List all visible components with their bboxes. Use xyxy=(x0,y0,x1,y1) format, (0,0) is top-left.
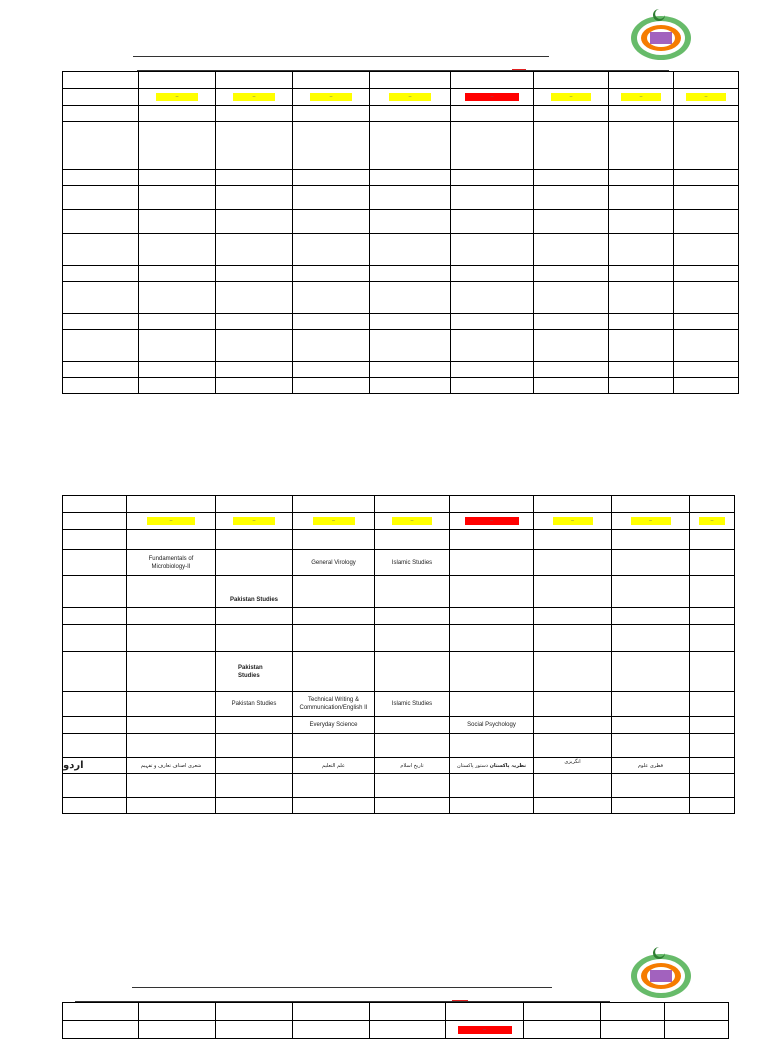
highlight-marker: – xyxy=(233,517,275,525)
table-row xyxy=(63,774,735,798)
table-row xyxy=(63,652,735,692)
header-rule xyxy=(132,987,552,988)
highlight-marker: – xyxy=(551,93,591,101)
course-cell: تاریخ اسلام xyxy=(375,758,450,774)
table-row xyxy=(63,550,735,576)
wreath-icon xyxy=(631,9,691,60)
table-row xyxy=(63,608,735,625)
table-row xyxy=(63,89,739,106)
university-logo xyxy=(628,6,694,62)
urdu-label: اردو xyxy=(63,758,127,774)
highlight-marker: – xyxy=(147,517,195,525)
highlight-marker: – xyxy=(465,517,519,525)
table-row xyxy=(63,362,739,378)
table-row xyxy=(63,576,735,608)
timetable-3 xyxy=(62,1002,729,1039)
table-row xyxy=(63,314,739,330)
table-row xyxy=(63,106,739,122)
highlight-marker: – xyxy=(621,93,661,101)
table-row xyxy=(63,530,735,550)
course-cell: Pakistan Studies xyxy=(216,652,293,692)
header-rule xyxy=(133,56,549,57)
table-row xyxy=(63,734,735,758)
table-row xyxy=(63,1021,729,1039)
table-row xyxy=(63,170,739,186)
highlight-marker: – xyxy=(458,1026,512,1034)
table-row xyxy=(63,496,735,513)
highlight-marker: – xyxy=(392,517,432,525)
table-row xyxy=(63,378,739,394)
highlight-marker: – xyxy=(631,517,671,525)
table-row xyxy=(63,186,739,210)
course-cell: Technical Writing & Communication/English II xyxy=(293,692,375,717)
table-row xyxy=(63,625,735,652)
highlight-marker: – xyxy=(156,93,198,101)
highlight-marker: – xyxy=(233,93,275,101)
university-logo xyxy=(628,944,694,1000)
highlight-marker: – xyxy=(465,93,519,101)
course-cell: Pakistan Studies xyxy=(216,692,293,717)
course-cell: Social Psychology xyxy=(450,717,534,734)
highlight-marker: – xyxy=(553,517,593,525)
course-cell: General Virology xyxy=(293,550,375,576)
course-cell: علم التعلیم xyxy=(293,758,375,774)
wreath-icon xyxy=(631,947,691,998)
table-row xyxy=(63,758,735,774)
table-row xyxy=(63,717,735,734)
table-row xyxy=(63,692,735,717)
highlight-marker: – xyxy=(313,517,355,525)
table-row xyxy=(63,234,739,266)
table-row xyxy=(63,122,739,170)
table-row xyxy=(63,798,735,814)
table-row xyxy=(63,282,739,314)
timetable-1 xyxy=(62,71,739,394)
course-cell: شعری اصناف تعارف و تفہیم xyxy=(127,758,216,774)
table-row xyxy=(63,513,735,530)
table-row xyxy=(63,72,739,89)
highlight-marker: – xyxy=(699,517,725,525)
table-row xyxy=(63,210,739,234)
course-cell-bold: نظریہ پاکستان xyxy=(489,762,526,769)
table-row xyxy=(63,330,739,362)
course-cell: فطری علوم xyxy=(612,758,690,774)
timetable-2 xyxy=(62,495,735,814)
highlight-marker: – xyxy=(389,93,431,101)
highlight-marker: – xyxy=(686,93,726,101)
course-cell xyxy=(450,758,534,774)
course-cell: انگریزی xyxy=(534,758,612,774)
course-cell: Everyday Science xyxy=(293,717,375,734)
course-cell: Pakistan Studies xyxy=(216,576,293,608)
course-cell: Islamic Studies xyxy=(375,692,450,717)
table-row xyxy=(63,266,739,282)
table-row xyxy=(63,1003,729,1021)
course-cell-rest: دستور پاکستان xyxy=(457,762,489,769)
highlight-marker: – xyxy=(310,93,352,101)
course-cell: Islamic Studies xyxy=(375,550,450,576)
course-cell: Fundamentals of Microbiology-II xyxy=(127,550,216,576)
